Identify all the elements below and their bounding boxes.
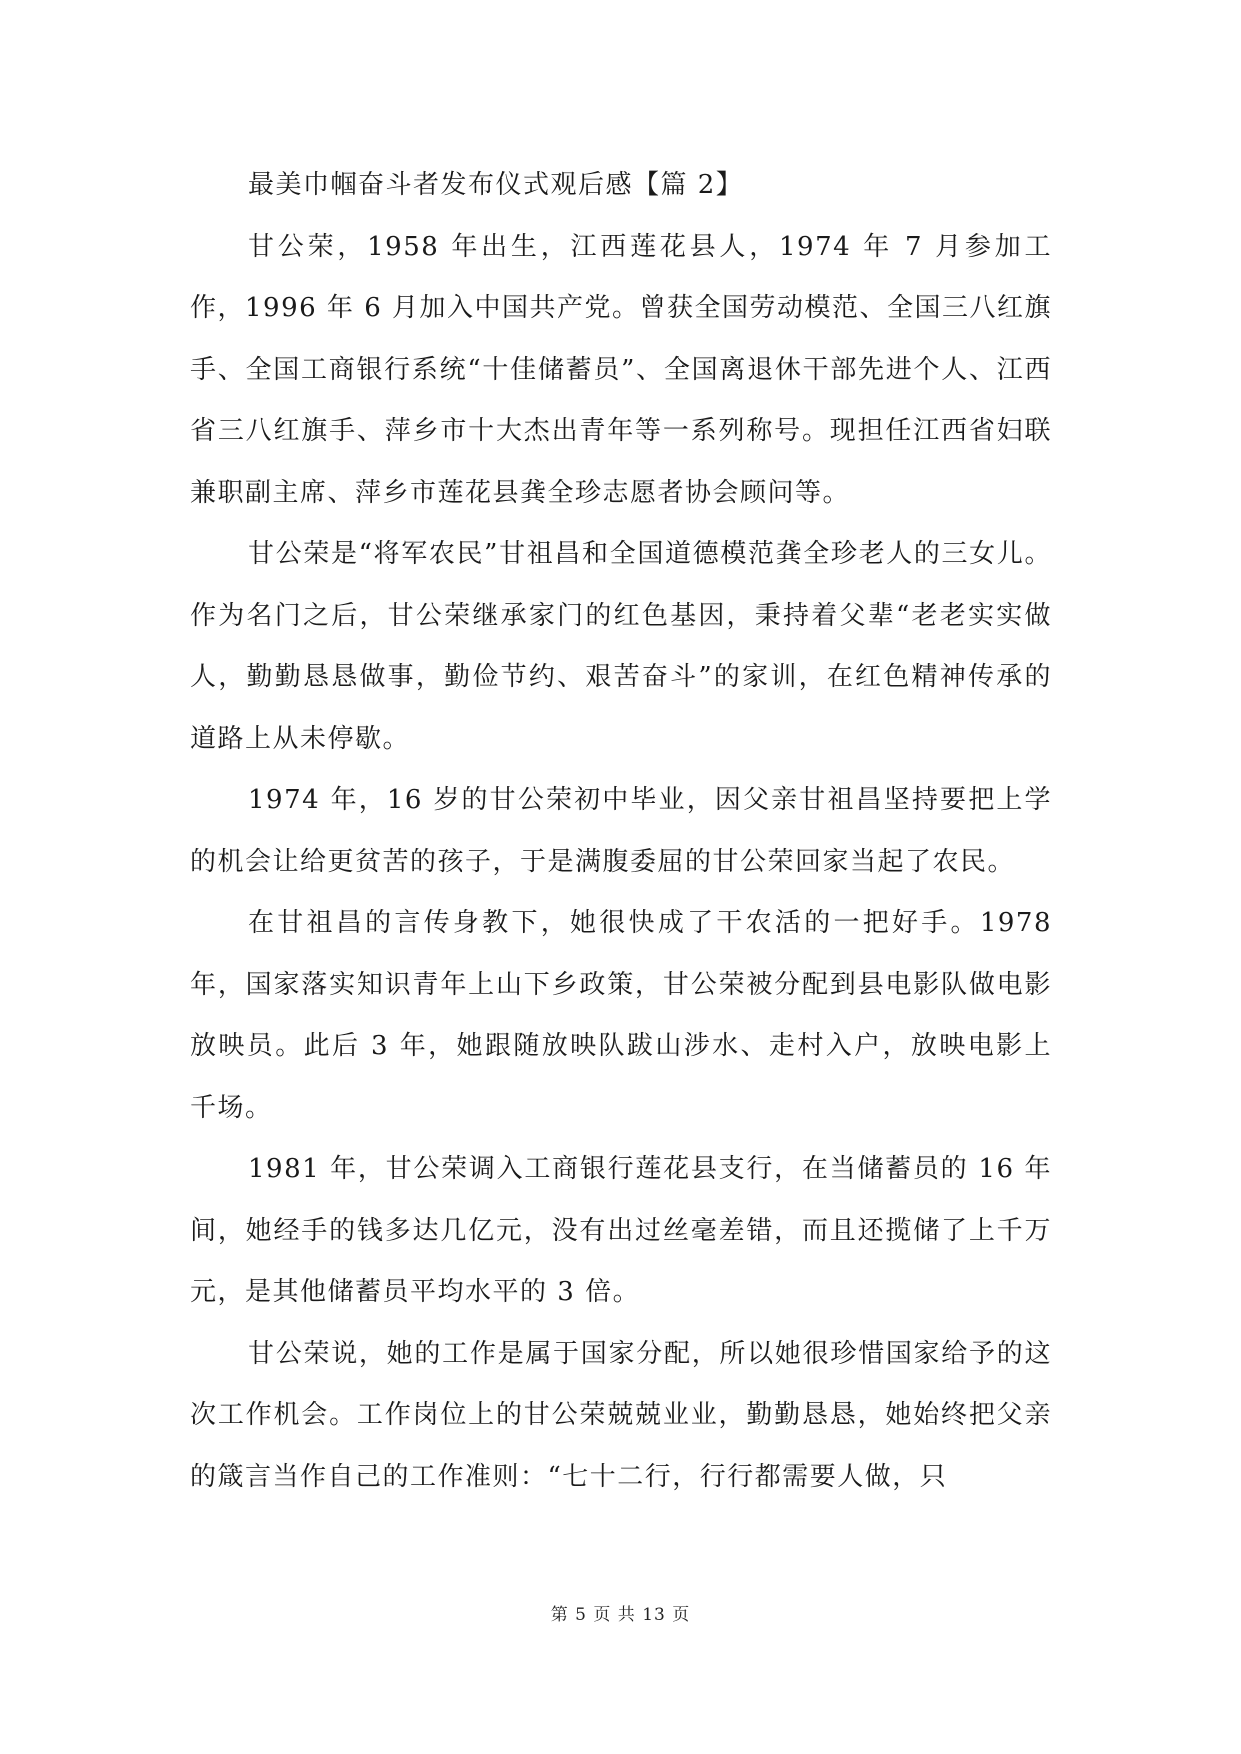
document-body — [190, 155, 1052, 1508]
paragraph-4: 在甘祖昌的言传身教下，她很快成了干农活的一把好手。1978 年，国家落实知识青年上山下乡政策，甘公荣被分配到县电影队做电影放映员。此后 3 年，她跟随放映队跋山涉水、走村入户，放映电影上千场。 — [190, 908, 1052, 1123]
paragraph-5: 1981 年，甘公荣调入工商银行莲花县支行，在当储蓄员的 16 年间，她经手的钱多达几亿元，没有出过丝毫差错，而且还揽储了上千万元，是其他储蓄员平均水平的 3 倍。 — [190, 1154, 1052, 1307]
paragraph-3: 1974 年，16 岁的甘公荣初中毕业，因父亲甘祖昌坚持要把上学的机会让给更贫苦的孩子，于是满腹委屈的甘公荣回家当起了农民。 — [190, 785, 1052, 877]
paragraph-6: 甘公荣说，她的工作是属于国家分配，所以她很珍惜国家给予的这次工作机会。工作岗位上的甘公荣兢兢业业，勤勤恳恳，她始终把父亲的箴言当作自己的工作准则：“七十二行，行行都需要人做，只 — [190, 1338, 1052, 1492]
page-number-footer: 第 5 页 共 13 页 — [550, 1605, 691, 1625]
paragraph-2: 甘公荣是“将军农民”甘祖昌和全国道德模范龚全珍老人的三女儿。作为名门之后，甘公荣继承家门的红色基因，秉持着父辈“老老实实做人，勤勤恳恳做事，勤俭节约、艰苦奋斗”的家训，在红色精神传承的道路上从未停歇。 — [190, 539, 1052, 754]
document-title: 最美巾帼奋斗者发布仪式观后感【篇 2】 — [248, 170, 744, 200]
paragraph-1: 甘公荣，1958 年出生，江西莲花县人，1974 年 7 月参加工作，1996 年 6 月加入中国共产党。曾获全国劳动模范、全国三八红旗手、全国工商银行系统“十佳储蓄员”、全国离退休干部先进个人、江西省三八红旗手、萍乡市十大杰出青年等一系列称号。现担任江西省妇联兼职副主席、萍乡市莲花县龚全珍志愿者协会顾问等。 — [190, 231, 1053, 508]
